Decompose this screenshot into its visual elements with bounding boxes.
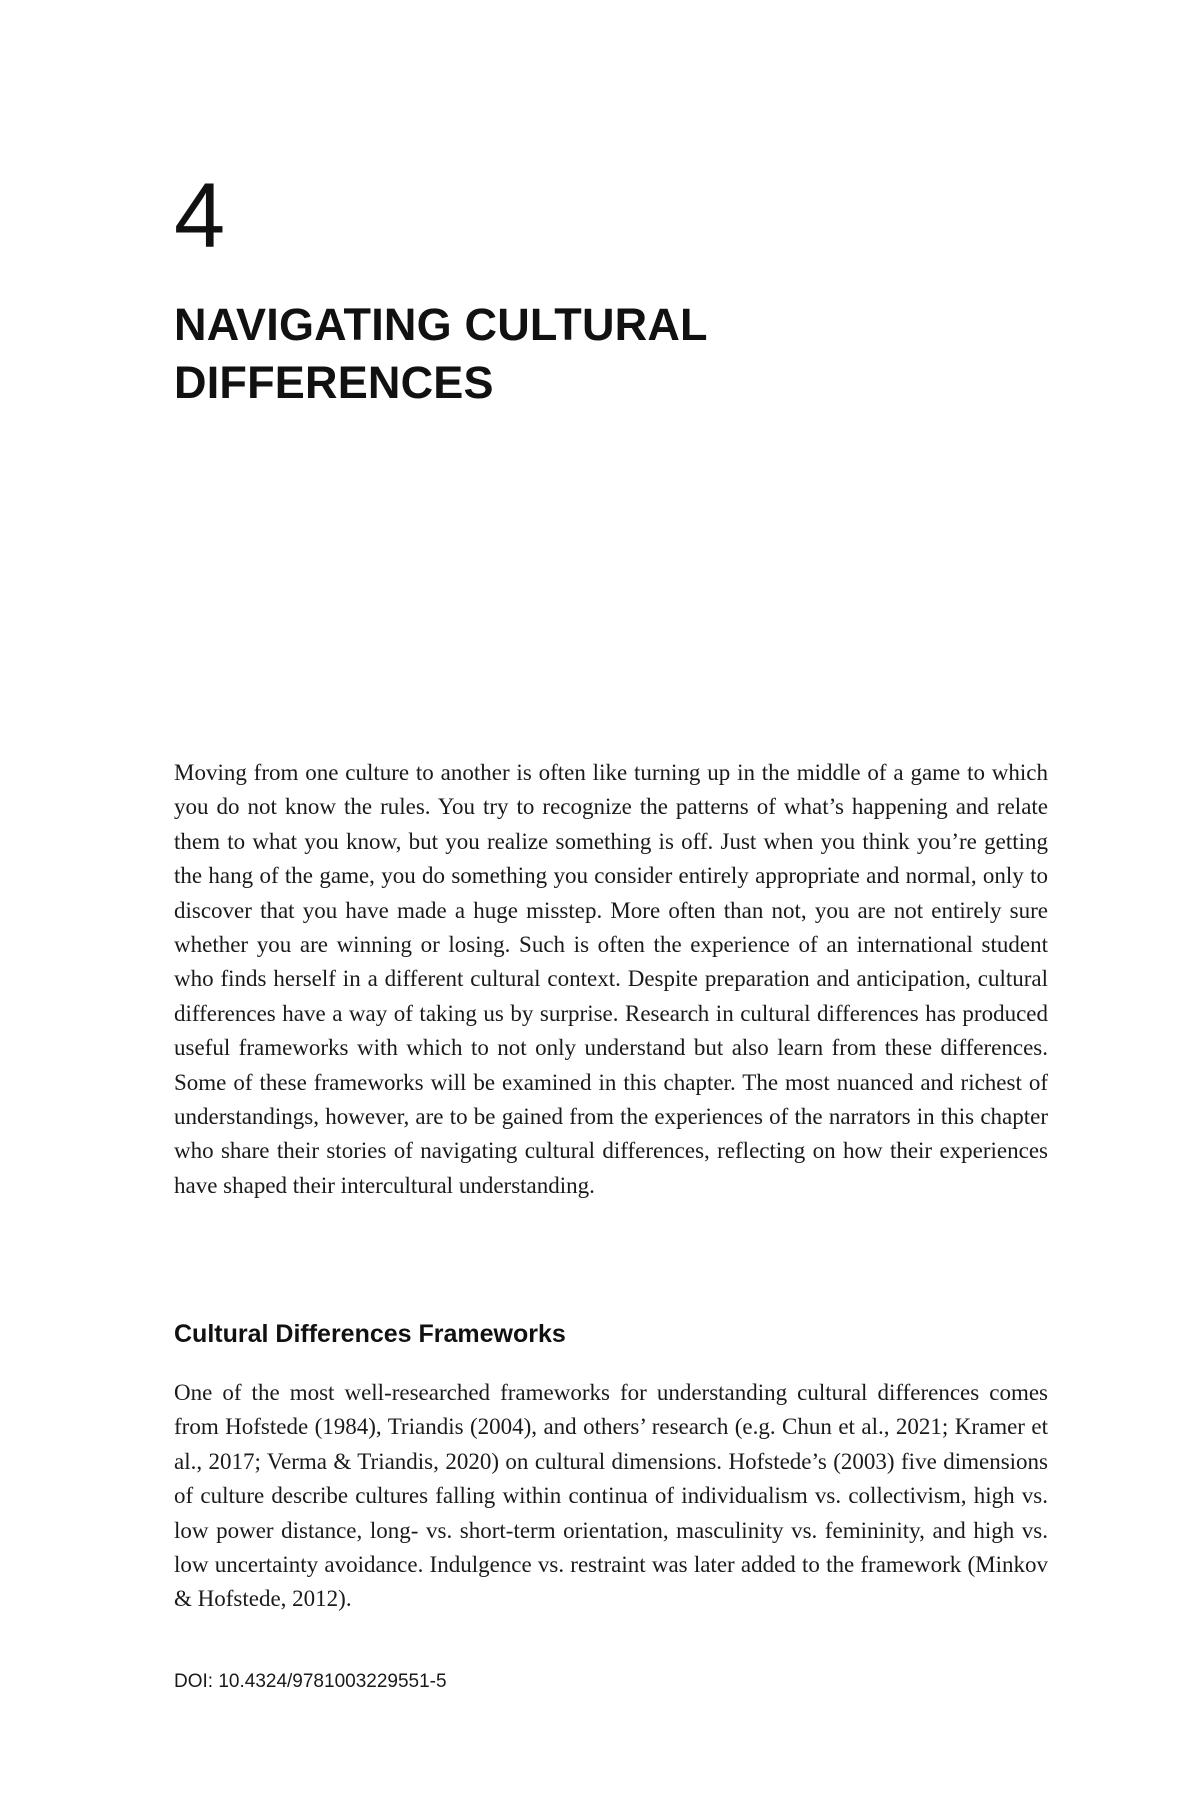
section-heading: Cultural Differences Frameworks (174, 1320, 566, 1348)
chapter-title-line-1: NAVIGATING CULTURAL (174, 299, 708, 350)
section-paragraph: One of the most well-researched frameworks for understanding cultural differences comes from Hofstede (1984), Triandis (2004), and others’ research (e.g. Chun et al., 2021; Kramer et al., 2017; Verma & Triandis, 2020) on cultural dimensions. Hofstede’s (2003) five dimensions of culture describe cultures falling within continua of individualism vs. collectivism, high vs. low power distance, long- vs. short-term orientation, masculinity vs. femininity, and high vs. low uncertainty avoidance. Indulgence vs. restraint was later added to the framework (Minkov & Hofstede, 2012). (174, 1380, 1048, 1612)
intro-paragraph: Moving from one culture to another is often like turning up in the middle of a game to which you do not know the rules. You try to recognize the patterns of what’s happening and relate them to what you know, but you realize something is off. Just when you think you’re getting the hang of the game, you do something you consider entirely appropriate and normal, only to discover that you have made a huge misstep. More often than not, you are not entirely sure whether you are winning or losing. Such is often the experience of an international student who finds herself in a different cultural context. Despite preparation and anticipation, cultural differences have a way of taking us by surprise. Research in cultural differences has produced useful frameworks with which to not only understand but also learn from these differences. Some of these frameworks will be examined in this chapter. The most nuanced and richest of understandings, however, are to be gained from the experiences of the narrators in this chapter who share their stories of navigating cultural differences, reflecting on how their experiences have shaped their intercultural understanding. (174, 760, 1048, 1198)
chapter-title-line-2: DIFFERENCES (174, 357, 494, 408)
chapter-number: 4 (174, 165, 226, 267)
chapter-title (174, 296, 794, 412)
doi-footer: DOI: 10.4324/9781003229551-5 (174, 1671, 447, 1692)
